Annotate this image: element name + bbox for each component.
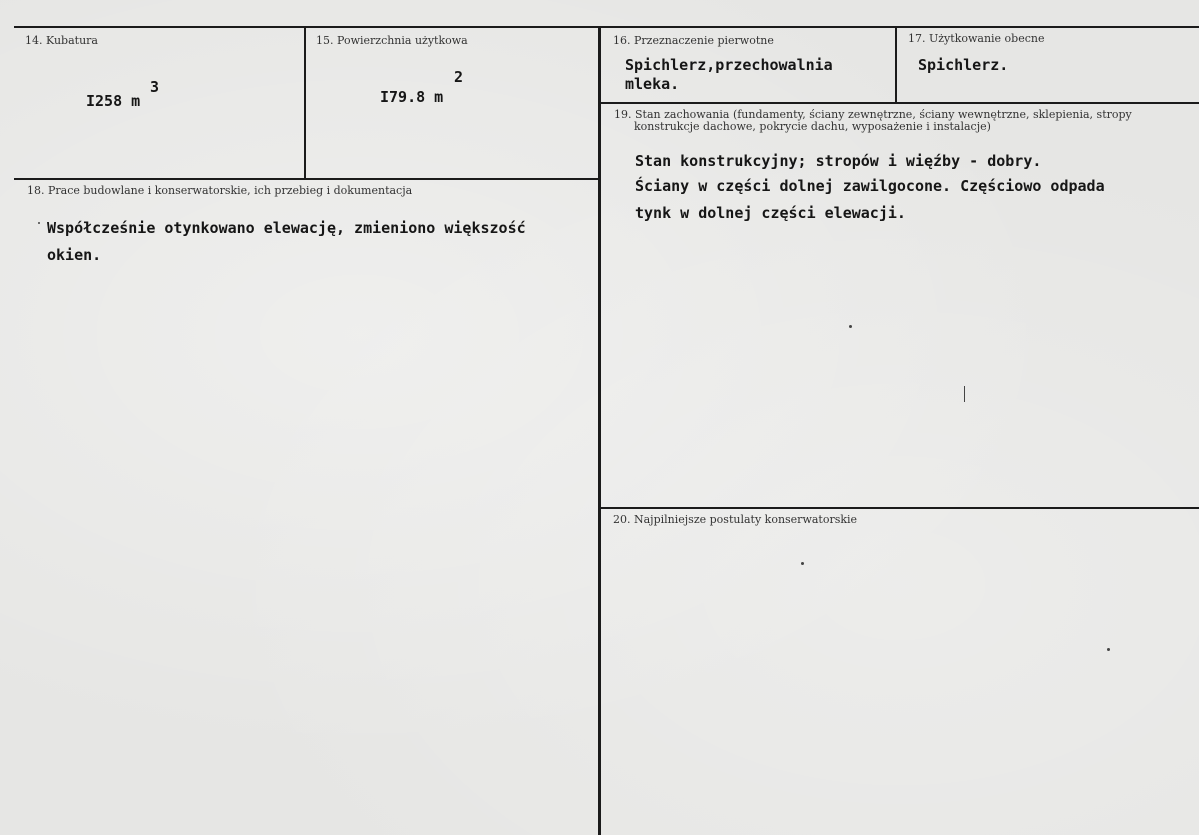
- scan-speck: [849, 325, 852, 328]
- field-14-label: 14. Kubatura: [25, 34, 98, 47]
- main-divider: [598, 27, 601, 835]
- field-16-line-2: mleka.: [625, 75, 680, 93]
- field-16-line-1: Spichlerz,przechowalnia: [625, 56, 833, 74]
- scan-speck: [1107, 648, 1110, 651]
- field-19-line-1: Stan konstrukcyjny; stropów i więźby - dobry.: [635, 152, 1042, 170]
- divider-14-15: [304, 27, 306, 179]
- field-19-label-line-2: konstrukcje dachowe, pokrycie dachu, wyposażenie i instalacje): [634, 120, 991, 133]
- field-17-value: Spichlerz.: [918, 56, 1009, 74]
- field-16-label: 16. Przeznaczenie pierwotne: [613, 34, 774, 47]
- field-18-line-1: Współcześnie otynkowano elewację, zmieniono większość: [47, 219, 526, 237]
- scan-speck: [38, 222, 40, 224]
- field-19-line-3: tynk w dolnej części elewacji.: [635, 204, 906, 222]
- field-15-value: I79.8 m: [380, 88, 444, 106]
- field-17-label: 17. Użytkowanie obecne: [908, 32, 1045, 45]
- field-14-value: I258 m: [86, 92, 141, 110]
- field-18-line-2: okien.: [47, 246, 102, 264]
- scan-speck: [964, 386, 965, 402]
- scan-speck: [801, 562, 804, 565]
- rule-under-16-17: [600, 102, 1199, 104]
- field-19-line-2: Ściany w części dolnej zawilgocone. Częściowo odpada: [635, 177, 1105, 195]
- top-border: [14, 26, 1199, 28]
- field-14-exponent: 3: [150, 78, 160, 96]
- field-15-label: 15. Powierzchnia użytkowa: [316, 34, 468, 47]
- rule-under-14-15: [14, 178, 600, 180]
- divider-16-17: [895, 27, 897, 103]
- field-15-exponent: 2: [454, 68, 464, 86]
- rule-under-19: [600, 507, 1199, 509]
- field-18-label: 18. Prace budowlane i konserwatorskie, ich przebieg i dokumentacja: [27, 184, 413, 197]
- field-20-label: 20. Najpilniejsze postulaty konserwatorskie: [613, 513, 858, 526]
- field-19-label-line-1: 19. Stan zachowania (fundamenty, ściany zewnętrzne, ściany wewnętrzne, sklepienia, stropy: [614, 108, 1132, 121]
